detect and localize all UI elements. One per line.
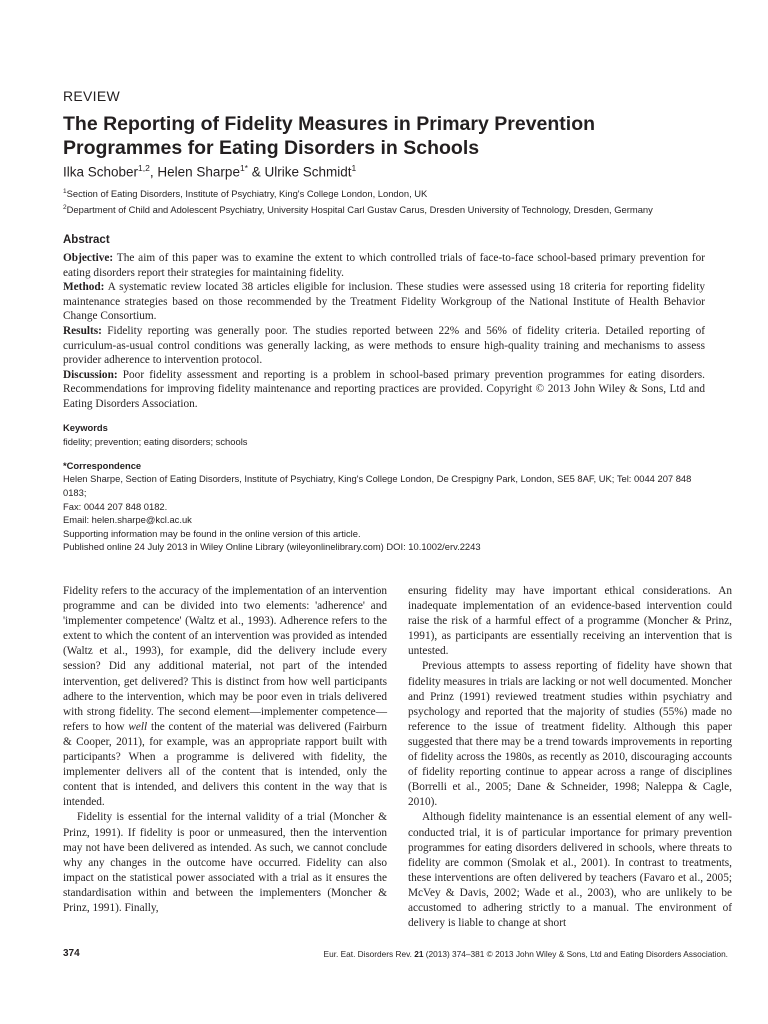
author-separator: & [248,164,265,180]
abstract-discussion [63,368,705,412]
journal-citation [324,949,728,959]
publication-info: Published online 24 July 2013 in Wiley Online Library (wileyonlinelibrary.com) DOI: 10.1002/erv.2243 [63,541,481,552]
body-paragraph [63,584,387,810]
author-name: Ilka Schober [63,164,139,180]
abstract-objective-text: The aim of this paper was to examine the extent to which controlled trials of face-to-face school-based primary prevention for eating disorders report their strategies for maintaining fidelity. [63,252,705,279]
abstract-method-text: A systematic review located 38 articles eligible for inclusion. These studies were assessed using 18 criteria for reporting fidelity maintenance strategies based on those recommended by the Treatment Fidelity Workgroup of the National Institute of Health Behavior Change Consortium. [63,281,705,323]
body-emphasis: well [128,720,148,733]
body-paragraph: Previous attempts to assess reporting of fidelity have shown that fidelity measures in trials are lacking or not well documented. Moncher and Prinz (1991) reviewed treatment studies within psychiatry and psychology and reported that the majority of studies (55%) made no reference to the issue of treatment fidelity. Although this paper suggested that there may be a trend towards improvements in reporting of fidelity across the 1980s, as recently as 2010, discouraging accounts of fidelity reporting continue to appear across a range of disciplines (Borrelli et al., 2005; Dane & Schneider, 1998; Naleppa & Cagle, 2010). [408,660,732,809]
body-column-right [408,584,732,931]
journal-name: Eur. Eat. Disorders Rev. [323,949,415,959]
abstract-results-text: Fidelity reporting was generally poor. The studies reported between 22% and 56% of fidelity criteria. Detailed reporting of curriculum-as-usual control conditions was generally lacking, as were methods to ensure high-quality training and mechanisms to assess provider adherence to intervention protocol. [63,324,705,367]
correspondence-fax: Fax: 0044 207 848 0182. [63,500,168,512]
body-text: the content of the material was delivered (Fairburn & Cooper, 2011), for example, was an appropriate rapport built with participants? When a programme is delivered with fidelity, the implementer delivers all of the content that is intended, only the content that is intended, and delivers this content in the way that is intended. [63,720,387,809]
affiliation [63,204,653,215]
supporting-info-note: Supporting information may be found in the online version of this article. [63,528,361,540]
keywords-text: fidelity; prevention; eating disorders; schools [63,436,248,447]
correspondence-block [63,472,713,541]
abstract-discussion-label: Discussion: [63,368,118,381]
abstract-method-label: Method: [63,281,105,294]
correspondence-address: Helen Sharpe, Section of Eating Disorders, Institute of Psychiatry, King's College London, De Crespigny Park, London, SE5 8AF, UK; Tel: 0044 207 848 0183; [63,473,692,498]
author-list [63,163,356,180]
author-name: Helen Sharpe [157,164,240,180]
body-text: Fidelity refers to the accuracy of the implementation of an intervention programme and can be divided into two elements: 'adherence' and 'implementer competence' (Waltz et al., 1993). Adherence refers to the extent to which the content of an intervention was provided as intended (Waltz et al., 1993), for example, did the delivery include every session? Did any additional material, not part of the intended intervention, get delivered? This is distinct from how well participants adhere to the intervention, which may be poor even in trials delivered with strong fidelity. The second element—implementer competence—refers to how [63,585,387,733]
abstract-results [63,324,705,368]
section-label: REVIEW [63,88,121,104]
body-column-left [63,584,387,916]
body-paragraph: Although fidelity maintenance is an essential element of any well-conducted trial, it is of particular importance for primary prevention programmes for eating disorders delivered in schools, where threats to fidelity are common (Smolak et al., 2001). In contrast to treatments, these interventions are often delivered by teachers (Favaro et al., 2005; McVey & Davis, 2002; Wade et al., 2003), who are unlikely to be accustomed to adhering strictly to a manual. The environment of delivery is liable to change at short [408,811,732,930]
author-name: Ulrike Schmidt [264,164,352,180]
author-affil-sup: 1,2 [138,163,150,173]
abstract-body [63,251,705,412]
affiliation-text: Department of Child and Adolescent Psychiatry, University Hospital Carl Gustav Carus, Dresden University of Technology, Dresden, Germany [66,204,653,216]
abstract-discussion-text: Poor fidelity assessment and reporting is a problem in school-based primary prevention programmes for eating disorders. Recommendations for improving fidelity maintenance and reporting practices are provided. Copyright © 2013 John Wiley & Sons, Ltd and Eating Disorders Association. [63,368,705,410]
affiliation-sup: 2 [63,204,67,211]
affiliation-text: Section of Eating Disorders, Institute of Psychiatry, King's College London, London, UK [66,188,428,200]
affiliation-sup: 1 [63,188,67,195]
journal-volume: 21 [414,949,424,959]
abstract-results-label: Results: [63,324,102,337]
keywords-heading: Keywords [63,422,108,433]
author-separator: , [149,164,158,180]
journal-copyright: (2013) 374–381 © 2013 John Wiley & Sons, Ltd and Eating Disorders Association. [423,949,728,959]
body-paragraph: ensuring fidelity may have important ethical considerations. An inadequate implementation of an evidence-based intervention could raise the risk of a harmful effect of a programme (Moncher & Prinz, 1991), as participants are essentially receiving an intervention that is untested. [408,585,732,658]
affiliation [63,188,427,199]
abstract-heading: Abstract [63,234,110,246]
article-title: The Reporting of Fidelity Measures in Primary Prevention Programmes for Eating Disorders in Schools [63,113,596,159]
author-affil-sup: 1 [351,163,357,173]
author-affil-sup: 1* [239,163,248,173]
abstract-objective-label: Objective: [63,252,114,264]
correspondence-email[interactable]: Email: helen.sharpe@kcl.ac.uk [63,514,192,526]
abstract-objective [63,251,705,280]
body-paragraph: Fidelity is essential for the internal validity of a trial (Moncher & Prinz, 1991). If fidelity is poor or unmeasured, then the intervention may not have been delivered as intended. As such, we cannot conclude why any changes in the outcome have occurred. Fidelity can also impact on the statistical power associated with a trial as it ensures the standardisation within and between the implementers (Moncher & Prinz, 1991). Finally, [63,811,387,914]
page-number: 374 [63,948,80,959]
correspondence-heading: *Correspondence [63,460,142,471]
abstract-method [63,280,705,324]
